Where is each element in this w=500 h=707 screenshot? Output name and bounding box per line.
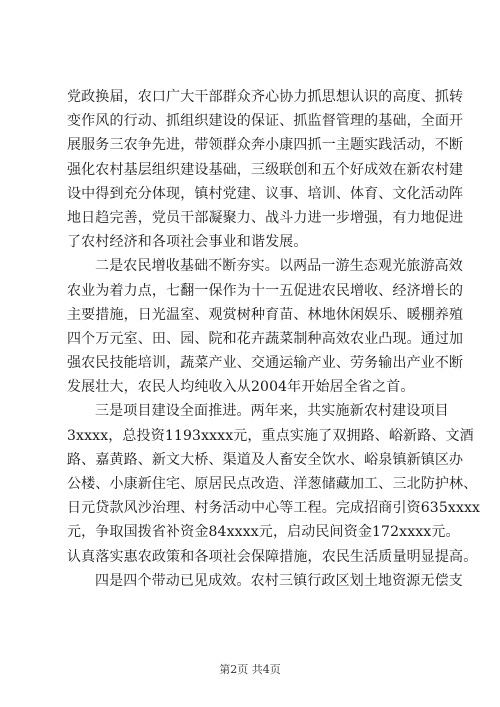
text-line: 发展壮大，农民人均纯收入从2004年开始居全省之首。 xyxy=(67,379,415,396)
text-line: 强化农村基层组织建设基础，三级联创和五个好成效在新农村建 xyxy=(67,161,464,178)
text-line: 二是农民增收基础不断夯实。以两品一游生态观光旅游高效 xyxy=(95,258,463,275)
text-line: 认真落实惠农政策和各项社会保障措施，农民生活质量明显提高。 xyxy=(67,548,478,565)
text-line: 变作风的行动、抓组织建设的保证、抓监督管理的基础，全面开 xyxy=(67,113,464,130)
text-line: 路、嘉黄路、新文大桥、渠道及人畜安全饮水、峪泉镇新镇区办 xyxy=(67,451,464,468)
text-line: 展服务三农争先进，带领群众奔小康四抓一主题实践活动，不断 xyxy=(67,137,464,154)
text-line: 四是四个带动已见成效。农村三镇行政区划土地资源无偿支 xyxy=(95,572,463,589)
text-line: 主要措施，日光温室、观赏树种育苗、林地休闲娱乐、暖棚养殖 xyxy=(67,306,464,323)
document-body xyxy=(67,85,481,593)
page-footer: 第2页 共4页 xyxy=(219,663,281,676)
text-line: 强农民技能培训，蔬菜产业、交通运输产业、劳务输出产业不断 xyxy=(67,355,464,372)
text-line: 设中得到充分体现，镇村党建、议事、培训、体育、文化活动阵 xyxy=(67,185,464,202)
text-line: 地日趋完善，党员干部凝聚力、战斗力进一步增强，有力地促进 xyxy=(67,209,464,226)
text-line: 三是项目建设全面推进。两年来，共实施新农村建设项目 xyxy=(95,403,449,420)
text-line: 四个万元室、田、园、院和花卉蔬菜制种高效农业凸现。通过加 xyxy=(67,330,464,347)
text-line: 了农村经济和各项社会事业和谐发展。 xyxy=(67,234,308,251)
text-line: 党政换届，农口广大干部群众齐心协力抓思想认识的高度、抓转 xyxy=(67,89,464,105)
text-line: 3xxxx，总投资1193xxxx元，重点实施了双拥路、峪新路、文酒 xyxy=(67,427,474,444)
text-line: 元，争取国拨省补资金84xxxx元，启动民间资金172xxxx元。 xyxy=(67,524,460,541)
text-line: 公楼、小康新住宅、原居民点改造、洋葱储藏加工、三北防护林、 xyxy=(67,476,478,492)
text-line: 农业为着力点，七翻一保作为十一五促进农民增收、经济增长的 xyxy=(67,282,464,299)
text-line: 日元贷款风沙治理、村务活动中心等工程。完成招商引资635xxxx xyxy=(67,500,481,517)
